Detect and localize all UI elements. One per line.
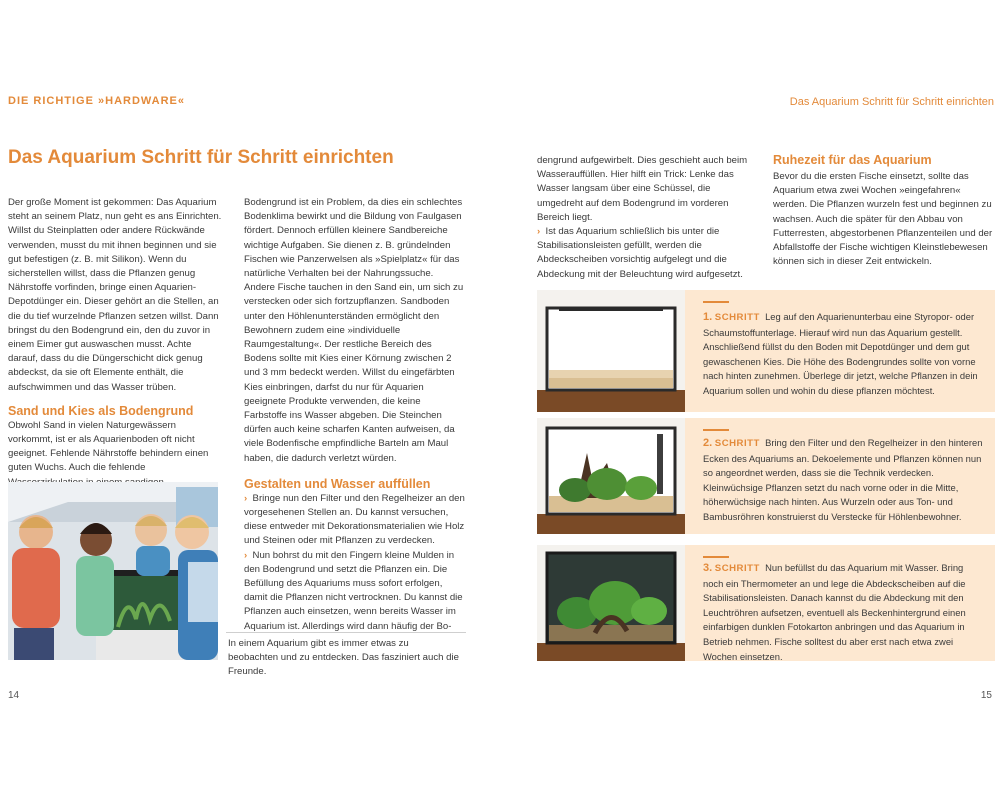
column-3 [537, 154, 757, 282]
step-rule [703, 556, 729, 558]
section-label: DIE RICHTIGE »HARDWARE« [8, 95, 186, 107]
page-number-right: 15 [980, 690, 992, 701]
ruhezeit-paragraph: Bevor du die ersten Fische einsetzt, sollte das Aquarium etwa zwei Wochen »eingefahren« werden. Die Pflanzen wurzeln fest und beginnen zu wachsen. Auch die später für den Abbau von Futterresten, abgestorbenen Pflanzenteilen und der Abfallstoffe der Fische wichtigen Kleinstlebewesen können sich in dieser Zeit entwickeln. [773, 171, 993, 268]
heading-gestalten: Gestalten und Wasser auffüllen [244, 476, 431, 491]
bullet-arrow-icon: › [537, 226, 541, 238]
step-3-number: 3. [703, 562, 713, 574]
sand-paragraph: Obwohl Sand in vielen Naturgewässern vorkommt, ist er als Aquarienboden oft nicht geeignet. Fehlende Nährstoffe behindern einen guten Wuchs. Auch die fehlende [8, 419, 209, 474]
step-2-body: Bring den Filter und den Regelheizer in den hinteren Ecken des Aquariums an. Dekoelemente und Pflanzen können nun so angeordnet werden, dass sie die Technik verdecken. Kleinwüchsige Pflanzen setzt du nach vorne oder in die Mitte, höherwüchsige nach hinten. Aus Wurzeln oder aus Ton- und Bambusröhren konstruierst du Verstecke für Höhlenbewohner. [703, 437, 983, 522]
step-2-image [537, 418, 685, 534]
bodengrund-paragraph: Bodengrund ist ein Problem, da dies ein schlechtes Bodenklima bewirkt und die Bildung von Faulgasen fördert. Dennoch erfüllen kleinere Sandbereiche wichtige Aufgaben. Sie dienen z. B. gründelnden Fischen wie Panzerwelsen als »Spielplatz« für das natürliche Verhalten bei der Nahrungssuche. Andere Fische tauchen in den Sand ein, um sich zu verstecken oder sich fortzupflanzen. Sandboden unter den Höhlenunterständen ermöglicht den Bewohnern zudem eine »individuelle Raumgestaltung«. Der restliche Bereich des Bodens sollte mit Kies einer Körnung zwischen 2 und 3 mm bedeckt werden. Willst du eingefärbten Kies einbringen, darfst du nur für Aquarien geeignete Produkte verwenden, die keine Farbstoffe ins Wasser abgeben. Die Steinchen dürfen auch keine scharfen Kanten aufweisen, da viele Bodenfische empfindliche Barteln am Maul haben, die dadurch verletzt würden. [244, 197, 464, 464]
bullet-arrow-icon: › [244, 549, 248, 561]
page-number-left: 14 [8, 690, 20, 701]
wasser-paragraph: dengrund aufgewirbelt. Dies geschieht auch beim Wasserauffüllen. Hier hilft ein Trick: Lenke das Wasser langsam über eine Schüssel, die umgedreht auf dem Bodengrund im vorderen Bereich liegt. [537, 155, 748, 223]
heading-sand: Sand und Kies als Bodengrund [8, 403, 194, 418]
column-1 [8, 196, 222, 490]
step-2-text [703, 436, 985, 525]
bullet-abdeckung-text: Ist das Aquarium schließlich bis unter die Stabilisationsleisten gefüllt, werden die Abdeckscheiben vorsichtig aufgelegt und die Abdeckung mit der Beleuchtung wird aufgesetzt. [537, 226, 743, 280]
step-2-number: 2. [703, 437, 713, 449]
intro-paragraph: Der große Moment ist gekommen: Das Aquarium steht an seinem Platz, nun geht es ans Einrichten. Willst du Steinplatten oder andere Rückwände verwenden, musst du mit ihnen beginnen und sie gut befestigen (z. B. mit Silikon). Wenn du sicherstellen willst, dass die Pflanzen genug Nährstoffe vorfinden, bringe einen Aquarien-Depotdünger ein. Dieser gehört an die Stellen, an die du tief wurzelnde Pflanzen setzen willst. Dann bringst du den Bodengrund ein, den du zuvor in einem Eimer gut auswaschen musst. Achte darauf, dass du die Düngerschicht dick genug abdeckst, da sie oft Elemente enthält, die aufschwimmen und das Wasser trüben. [8, 197, 222, 393]
step-3-text [703, 561, 985, 664]
bullet-abdeckung [537, 225, 757, 282]
step-1-body: Leg auf den Aquarienunterbau eine Styropor- oder Schaumstoffunterlage. Hierauf wird nun das Aquarium gestellt. Anschließend füllst du den Boden mit Depotdünger und dem gut gewaschenen Kies. Die Höhe des Bodengrundes sollte von vorne nach hinten zunehmen. Überlege dir jetzt, welche Pflanzen in dein Aquarium sollen und wohin du diese pflanzen möchtest. [703, 311, 978, 396]
step-2-panel [685, 418, 995, 534]
step-rule [703, 301, 729, 303]
kids-aquarium-photo [8, 482, 218, 660]
bullet-pflanzen [244, 549, 466, 634]
heading-ruhezeit: Ruhezeit für das Aquarium [773, 153, 932, 167]
bullet-filter [244, 492, 466, 549]
step-1-text [703, 310, 985, 399]
photo-caption: In einem Aquarium gibt es immer etwas zu beobachten und zu entdecken. Das fasziniert auch die Freunde. [228, 638, 459, 678]
running-head: Das Aquarium Schritt für Schritt einrichten [789, 96, 994, 108]
bullet-arrow-icon: › [244, 492, 248, 504]
step-3-label: SCHRITT [714, 563, 760, 574]
step-1-panel [685, 290, 995, 412]
page-title: Das Aquarium Schritt für Schritt einrichten [8, 147, 394, 168]
step-3-image [537, 545, 685, 661]
bullet-filter-text: Bringe nun den Filter und den Regelheizer an den vorgesehenen Stellen an. Du kannst versuchen, diese entweder mit Dekorationsmaterialien wie Holz und Steinen oder mit Pflanzen zu verdecken. [244, 492, 465, 547]
step-rule [703, 429, 729, 431]
step-2-label: SCHRITT [714, 438, 760, 449]
step-1-label: SCHRITT [714, 312, 760, 323]
bullet-pflanzen-text: Nun bohrst du mit den Fingern kleine Mulden in den Bodengrund und setzt die Pflanzen ein. Die Befüllung des Aquariums muss sofort erfolgen, damit die Pflanzen nicht vertrocknen. Du kannst die Pflanzen auch einsetzen, wenn bereits Wasser im Aquarium ist. Allerdings wird dann häufig der Bo- [244, 549, 463, 632]
step-3-body: Nun befüllst du das Aquarium mit Wasser. Bring noch ein Thermometer an und lege die Abdeckscheiben auf die Stabilisationsleisten. Danach kannst du die Abdeckung mit den Leuchtröhren aufsetzen, eventuell als Beckenhintergrund einen einfarbigen dunklen Fotokarton anbringen und das Aquarium in Betrieb nehmen. Fische solltest du aber erst nach etwa zwei Wochen einsetzen. [703, 562, 966, 662]
caption-divider [226, 632, 466, 633]
step-1-number: 1. [703, 311, 713, 323]
column-2 [244, 196, 466, 634]
column-4 [773, 152, 993, 269]
step-1-image [537, 290, 685, 412]
step-3-panel [685, 545, 995, 661]
